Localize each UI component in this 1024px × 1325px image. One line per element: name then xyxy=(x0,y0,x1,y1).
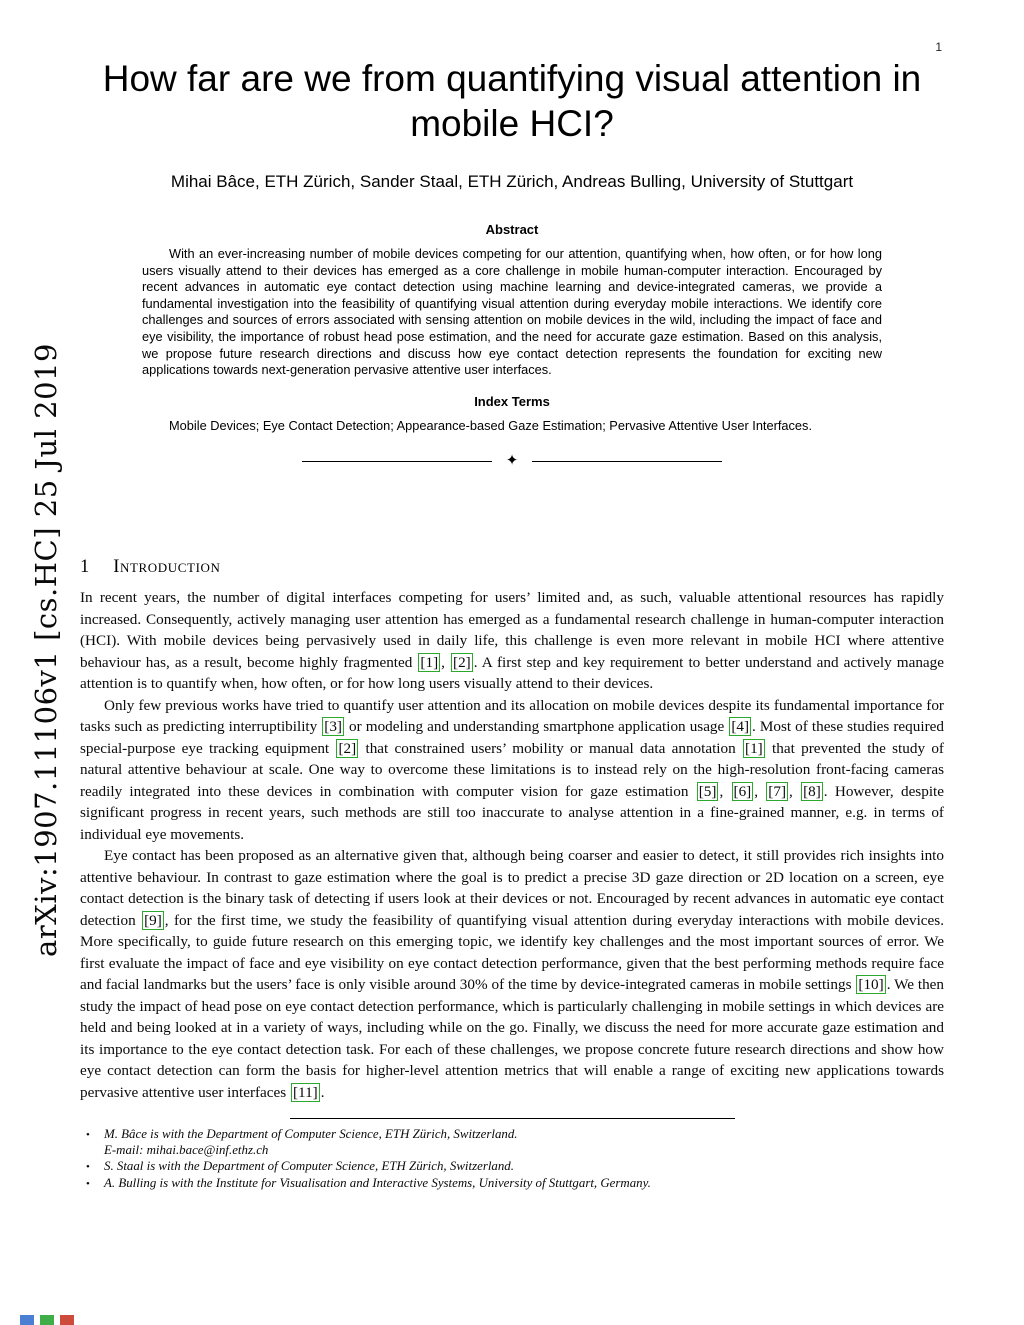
citation-link[interactable]: [8] xyxy=(803,782,821,800)
index-terms-text: Mobile Devices; Eye Contact Detection; Appearance-based Gaze Estimation; Pervasive Attentive User Interfaces. xyxy=(169,417,813,433)
footnote-text: S. Staal is with the Department of Computer Science, ETH Zürich, Switzerland. xyxy=(104,1158,514,1173)
abstract-heading: Abstract xyxy=(485,222,539,237)
section-number: 1 xyxy=(80,557,90,578)
artifact-box xyxy=(20,1315,34,1325)
citation-link[interactable]: [6] xyxy=(733,782,752,800)
footnote-text: A. Bulling is with the Institute for Visualisation and Interactive Systems, University of Stuttgart, Germany. xyxy=(104,1175,651,1190)
page-number: 1 xyxy=(935,40,942,54)
main-column xyxy=(80,557,944,1192)
citation-link[interactable]: [9] xyxy=(144,911,162,929)
abstract-section xyxy=(142,222,882,379)
bottom-edge-artifact xyxy=(20,1315,74,1325)
divider-rule-right xyxy=(532,461,722,462)
index-terms-section xyxy=(142,394,882,435)
citation-link[interactable]: [1] xyxy=(745,739,763,757)
arxiv-watermark: arXiv:1907.11106v1 [cs.HC] 25 Jul 2019 xyxy=(29,343,63,957)
footnote-rule xyxy=(290,1118,735,1119)
footnote-text: M. Bâce is with the Department of Computer Science, ETH Zürich, Switzerland. E-mail: mihai.bace@inf.ethz.ch xyxy=(104,1127,518,1158)
bullet-icon: • xyxy=(86,1129,90,1142)
section-title: Introduction xyxy=(113,557,221,578)
citation-link[interactable]: [11] xyxy=(293,1083,318,1101)
body-paragraph: Only few previous works have tried to quantify user attention and its allocation on mobile devices despite its fundamental importance for tasks such as predicting interruptibility [3] or modeling and understanding smartphone application usage [4] . Most of these studies required special-purpose eye tracking equipment [2] that constrained users’ mobility or manual data annotation [1] that prevented the study of natural attentive behaviour at scale. One way to overcome these limitations is to instead rely on the high-resolution front-facing cameras readily integrated into these devices in combination with computer vision for gaze estimation [5] , [6] , [7] , [8] . However, despite significant progress in recent years, such methods are still too inaccurate to analyse attention in a fine-grained manner, e.g. in terms of individual eye movements. xyxy=(80,696,944,843)
artifact-box xyxy=(40,1315,54,1325)
citation-link[interactable]: [1] xyxy=(420,653,439,671)
section-heading xyxy=(80,557,944,578)
citation-link[interactable]: [2] xyxy=(338,739,357,757)
paper-title: How far are we from quantifying visual attention in mobile HCI? xyxy=(102,58,922,144)
index-terms-heading: Index Terms xyxy=(474,393,550,409)
abstract-text: With an ever-increasing number of mobile devices competing for our attention, quantifying when, how often, or for how long users visually attend to their devices has emerged as a core challenge in mobile human-computer interaction. Encouraged by recent advances in automatic eye contact detection using machine learning and device-integrated cameras, we provide a fundamental investigation into the feasibility of quantifying visual attention during everyday mobile interactions. We identify core challenges and sources of errors associated with sensing attention on mobile devices in the wild, including the impact of face and eye visibility, the importance of robust head pose estimation, and the need for accurate gaze estimation. Based on this analysis, we propose future research directions and discuss how eye contact detection represents the foundation for exciting new applications towards next-generation pervasive attentive user interfaces. xyxy=(142,246,882,378)
citation-link[interactable]: [2] xyxy=(453,653,471,671)
intro-paragraphs xyxy=(80,587,944,1103)
footnote-list xyxy=(80,1127,944,1192)
section-divider xyxy=(0,454,1024,469)
citation-link[interactable]: [7] xyxy=(768,782,787,800)
body-paragraph: Eye contact has been proposed as an alternative given that, although being coarser and easier to detect, it still provides rich insights into attentive behaviour. In contrast to gaze estimation where the goal is to predict a precise 3D gaze direction or 2D location on a screen, eye contact detection is the binary task of detecting if users look at their devices or not. Encouraged by recent advances in automatic eye contact detection [9] , for the first time, we study the feasibility of quantifying visual attention during everyday interactions with mobile devices. More specifically, to guide future research on this emerging topic, we identify key challenges and the most important sources of error. We first evaluate the impact of face and eye visibility on eye contact detection performance, given that the best performing methods require face and facial landmarks but the users’ face is only visible around 30% of the time by device-integrated cameras in mobile settings [10] . We then study the impact of head pose on eye contact detection performance, which is particularly challenging in mobile settings in which devices are held and being looked at in a variety of ways, including while on the go. Finally, we discuss the need for more accurate gaze estimation and its importance to the eye contact detection task. For each of these challenges, we propose concrete future research directions and show how eye contact detection can form the basis for higher-level attention metrics that will enable a range of exciting new applications towards pervasive attentive user interfaces [11] . xyxy=(80,847,944,1101)
author-line: Mihai Bâce, ETH Zürich, Sander Staal, ETH Zürich, Andreas Bulling, University of Stuttgart xyxy=(170,172,854,191)
bullet-icon: • xyxy=(86,1160,90,1173)
footnote-item xyxy=(86,1176,944,1193)
footnote-item xyxy=(86,1159,944,1176)
footnote-item xyxy=(86,1127,944,1159)
diamond-star-icon: ✦ xyxy=(505,453,519,470)
citation-link[interactable]: [10] xyxy=(858,976,884,994)
citation-link[interactable]: [3] xyxy=(324,718,342,736)
artifact-box xyxy=(60,1315,74,1325)
citation-link[interactable]: [5] xyxy=(698,782,717,800)
body-paragraph: In recent years, the number of digital interfaces competing for users’ limited and, as such, valuable attentional resources has rapidly increased. Consequently, actively managing user attention has emerged as a fundamental research challenge in human-computer interaction (HCI). With mobile devices being pervasively used in daily life, this challenge is even more relevant in mobile HCI where attentive behaviour has, as a result, become highly fragmented [1] , [2] . A first step and key requirement to better understand and actively manage attention is to quantify when, how often, or for how long users visually attend to their devices. xyxy=(80,589,945,693)
divider-rule-left xyxy=(302,461,492,462)
citation-link[interactable]: [4] xyxy=(731,718,750,736)
bullet-icon: • xyxy=(86,1177,90,1190)
